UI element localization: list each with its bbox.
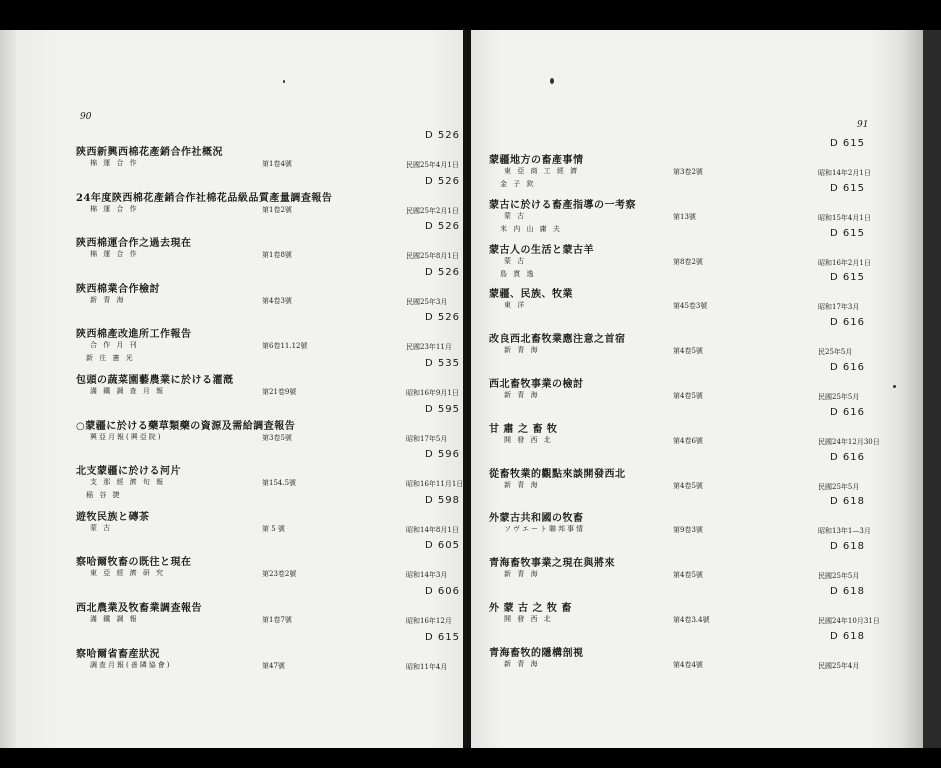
entry-title: 察哈爾牧畜の既往と現在 [76,557,192,569]
entry-date: 昭和11年4月 [406,662,448,671]
entry-issue: 第6卷11.12號 [262,342,308,351]
entry-title: 西北農業及牧畜業調查報告 [76,603,202,614]
entry-code: D 618 [830,630,865,642]
entry-title: 青海畜牧的隱構剖視 [489,647,584,659]
entry-title: 外 蒙 古 之 牧 畜 [489,603,572,614]
entry-code: D 616 [830,362,865,373]
entry-issue: 第3卷2號 [673,168,703,176]
entry-date: 昭和17年5月 [406,434,448,443]
entry-date: 民國25年5月 [818,393,860,401]
entry-date: 昭和16年11月1日 [406,480,464,489]
entry-date: 民國25年3月 [406,297,448,306]
entry-code: D 615 [830,182,865,194]
entry-issue: 第4卷3.4號 [673,616,710,624]
entry-author: 金 子 欽 [500,180,536,188]
entry-publisher: 蒙 古 [90,523,113,532]
entry-title: 西北畜牧事業の檢討 [489,379,584,390]
entry-publisher: 開 發 西 北 [504,435,553,444]
entry-publisher: ソヴエート聯邦事情 [504,525,585,534]
entry-author: 新 庄 憲 光 [86,354,135,363]
entry-issue: 第154.5號 [262,479,297,488]
entry-date: 民國24年12月30日 [818,437,880,446]
entry-issue: 第47號 [262,661,285,670]
entry-publisher: 新 青 海 [504,346,540,355]
entry-publisher: 開 發 西 北 [504,615,553,623]
entry-publisher: 合 作 月 刊 [90,341,139,350]
entry-issue: 第1卷7號 [262,616,292,624]
entry-code: D 615 [425,631,460,643]
entry-code: D 598 [425,494,460,506]
entry-date: 民國23年11月 [406,343,452,352]
entry-date: 昭和16年12月 [406,617,452,625]
entry-publisher: 滿 鐵 調 報 [90,615,139,623]
paper-speck [283,80,285,83]
entry-publisher: 滿 鐵 調 查 月 報 [90,387,166,395]
entry-issue: 第4卷6號 [673,436,703,445]
entry-title: 外蒙古共和國の牧畜 [489,513,584,525]
page-number-right: 91 [857,120,869,130]
entry-title: 蒙疆地方の畜產事情 [489,155,584,166]
entry-title: 改良西北畜牧業應注意之首宿 [489,334,626,346]
entry-code: D 595 [425,403,460,415]
entry-code: D 616 [830,451,865,463]
entry-date: 昭和16年2月1日 [818,258,871,267]
entry-issue: 第21卷9號 [262,388,297,396]
entry-code: D 526 [425,266,460,278]
entry-issue: 第3卷5號 [262,433,292,442]
entry-publisher: 支 那 經 濟 旬 報 [90,478,166,487]
entry-publisher: 新 青 海 [504,570,540,579]
entry-issue: 第23卷2號 [262,570,297,579]
entry-code: D 605 [425,540,460,552]
entry-code: D 526 [425,221,460,233]
entry-title: 包頭の蔬菜園藝農業に於ける灌漑 [76,375,234,386]
entry-date: 民國25年5月 [818,572,860,581]
entry-issue: 第4卷4號 [673,660,703,669]
entry-issue: 第4卷5號 [673,571,703,580]
entry-title: 北支蒙疆に於ける河片 [76,466,181,478]
entry-publisher: 蒙 古 [504,211,527,220]
entry-date: 民國25年4月1日 [406,161,459,169]
entry-code: D 618 [830,541,865,553]
entry-title: ○蒙疆に於ける藥草類藥の資源及需給調査報告 [76,420,296,432]
entry-title: 24年度陝西棉花產銷合作社棉花品級品質產量調查報告 [76,192,333,204]
entry-title: 陝西棉業合作檢討 [76,283,160,295]
left-page [0,30,466,748]
entry-code: D 616 [830,317,865,329]
entry-publisher: 棉 運 合 作 [90,204,139,213]
entry-date: 民25年5月 [818,348,853,357]
entry-publisher: 新 青 海 [504,391,540,399]
entry-code: D 596 [425,449,460,461]
entry-publisher: 新 青 海 [90,295,126,304]
entry-code: D 618 [830,496,865,508]
entry-author: 米 内 山 庸 夫 [500,224,562,233]
paper-speck [550,78,554,84]
entry-issue: 第 5 號 [262,524,285,533]
entry-author: 島 貫 逸 [500,269,536,278]
entry-issue: 第4卷5號 [673,481,703,490]
entry-date: 昭和14年8月1日 [406,525,459,534]
entry-code: D 606 [425,586,460,597]
entry-issue: 第45卷3號 [673,302,708,311]
entry-issue: 第4卷3號 [262,296,292,305]
entry-publisher: 新 青 海 [504,480,540,489]
entry-title: 從畜牧業的觀點來談開發西北 [489,468,626,480]
entry-code: D 615 [830,272,865,284]
entry-date: 昭和16年9月1日 [406,389,459,397]
entry-title: 蒙疆、民族、牧業 [489,289,573,301]
entry-issue: 第4卷5號 [673,392,703,400]
entry-author: 稲 谷 捷 [86,491,122,500]
book-gutter [463,30,471,748]
entry-title: 遊牧民族と磚茶 [76,511,150,523]
entry-date: 昭和17年3月 [818,303,860,312]
entry-issue: 第4卷5號 [673,347,703,356]
entry-code: D 616 [830,406,865,418]
entry-issue: 第1卷8號 [262,251,292,260]
entry-issue: 第9卷3號 [673,526,703,535]
entry-title: 蒙古に於ける畜產指導の一考察 [489,199,636,211]
entry-publisher: 東 洋 [504,301,527,310]
entry-code: D 618 [830,586,865,597]
entry-publisher: 棉 運 合 作 [90,250,139,259]
entry-date: 昭和14年3月 [406,571,448,580]
entry-date: 民國25年4月 [818,661,860,670]
entry-date: 民國25年2月1日 [406,206,459,215]
entry-issue: 第1卷2號 [262,205,292,214]
entry-publisher: 調査月報(善隣協會) [90,660,172,669]
page-edge-shadow [923,30,941,748]
entry-issue: 第8卷2號 [673,257,703,266]
entry-publisher: 新 青 海 [504,659,540,668]
entry-code: D 535 [425,358,460,369]
entry-code: D 526 [425,175,460,187]
entry-code: D 526 [425,130,460,141]
entry-title: 蒙古人の生活と蒙古羊 [489,244,594,256]
entry-title: 青海畜牧事業之現在與將來 [489,558,615,570]
entry-title: 陝西棉運合作之過去現在 [76,238,192,250]
entry-date: 民國25年8月1日 [406,252,459,261]
entry-date: 民國25年5月 [818,482,860,491]
page-number-left: 90 [80,112,92,122]
entry-title: 陝西新興西棉花產銷合作社概況 [76,147,223,158]
entry-date: 昭和15年4月1日 [818,213,871,222]
entry-date: 昭和14年2月1日 [818,169,871,177]
entry-title: 陝西棉產改進所工作報告 [76,329,192,341]
entry-publisher: 棉 運 合 作 [90,159,139,167]
paper-speck [893,385,896,388]
entry-issue: 第13號 [673,212,696,221]
entry-code: D 526 [425,312,460,324]
entry-publisher: 東 亞 商 工 經 濟 [504,167,580,175]
entry-code: D 615 [830,138,865,149]
entry-issue: 第1卷4號 [262,160,292,168]
entry-publisher: 興亞月報(興亞院) [90,432,163,441]
entry-title: 甘 肅 之 畜 牧 [489,423,558,435]
entry-code: D 615 [830,227,865,239]
entry-publisher: 東 亞 經 濟 研 究 [90,569,166,578]
entry-date: 昭和13年1—3月 [818,527,871,536]
entry-title: 察哈爾省畜産狀況 [76,648,160,660]
entry-publisher: 蒙 古 [504,256,527,265]
entry-date: 民國24年10月31日 [818,617,880,625]
